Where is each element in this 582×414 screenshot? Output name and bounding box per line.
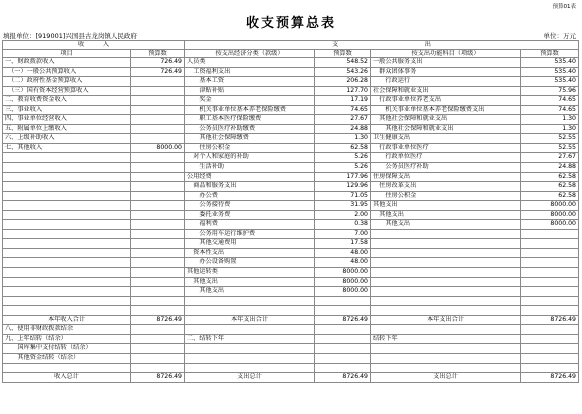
econ-budget-cell: 543.26 (315, 67, 371, 77)
income-budget-cell (131, 344, 185, 354)
econ-budget-cell: 8726.49 (315, 373, 371, 383)
func-budget-cell: 75.96 (521, 86, 579, 96)
econ-item-cell: 机关事业单位基本养老保险缴费 (185, 105, 315, 115)
func-item-cell: 住房公积金 (371, 191, 521, 201)
income-item-cell (3, 258, 131, 268)
header-group-row (3, 41, 579, 50)
income-budget-cell (131, 124, 185, 134)
econ-budget-cell (315, 296, 371, 306)
income-budget-cell (131, 248, 185, 258)
income-budget-cell (131, 258, 185, 268)
func-item-cell: 机关事业单位基本养老保险缴费支出 (371, 105, 521, 115)
func-budget-cell: 62.58 (521, 182, 579, 192)
econ-item-cell: 基本工资 (185, 77, 315, 87)
func-budget-cell: 1.30 (521, 115, 579, 125)
income-item-cell (3, 229, 131, 239)
econ-budget-cell: 48.00 (315, 248, 371, 258)
func-item-cell (371, 239, 521, 249)
func-item-cell: 支出总计 (371, 373, 521, 383)
table-row (3, 277, 579, 287)
econ-item-cell (185, 353, 315, 363)
func-item-cell: 其他支出 (371, 210, 521, 220)
econ-budget-cell: 177.96 (315, 172, 371, 182)
func-budget-cell: 62.58 (521, 172, 579, 182)
income-budget-cell (131, 172, 185, 182)
econ-item-cell (185, 325, 315, 335)
summary-row (3, 334, 579, 344)
table-row (3, 124, 579, 134)
income-budget-cell (131, 296, 185, 306)
econ-budget-cell: 17.19 (315, 96, 371, 106)
econ-item-cell: 办公费 (185, 191, 315, 201)
econ-item-cell: 公用经费 (185, 172, 315, 182)
table-row (3, 296, 579, 306)
table-row (3, 210, 579, 220)
income-budget-cell (131, 163, 185, 173)
col-budget3-header: 预算数 (521, 49, 579, 58)
table-row (3, 143, 579, 153)
func-item-cell: 行政单位医疗 (371, 153, 521, 163)
table-row (3, 201, 579, 211)
func-item-cell (371, 353, 521, 363)
func-item-cell (371, 287, 521, 297)
econ-budget-cell: 8000.00 (315, 268, 371, 278)
income-budget-cell: 726.49 (131, 67, 185, 77)
econ-item-cell: 办公设备购置 (185, 258, 315, 268)
econ-budget-cell: 31.95 (315, 201, 371, 211)
econ-item-cell: 支出总计 (185, 373, 315, 383)
func-item-cell: 本年支出合计 (371, 315, 521, 325)
income-item-cell: 二、教育收费资金收入 (3, 96, 131, 106)
econ-item-cell: 其他支出 (185, 277, 315, 287)
income-item-cell (3, 248, 131, 258)
income-budget-cell (131, 229, 185, 239)
econ-budget-cell: 24.88 (315, 124, 371, 134)
table-row (3, 248, 579, 258)
econ-budget-cell: 7.00 (315, 229, 371, 239)
func-budget-cell (521, 296, 579, 306)
func-item-cell: 住房保障支出 (371, 172, 521, 182)
table-row (3, 220, 579, 230)
func-budget-cell: 535.40 (521, 58, 579, 68)
econ-item-cell: 奖金 (185, 96, 315, 106)
econ-budget-cell: 548.52 (315, 58, 371, 68)
summary-row (3, 373, 579, 383)
income-budget-cell (131, 325, 185, 335)
income-item-cell: 四、事业单位经营收入 (3, 115, 131, 125)
econ-item-cell: 福利费 (185, 220, 315, 230)
table-row (3, 67, 579, 77)
income-budget-cell: 726.49 (131, 58, 185, 68)
income-budget-cell (131, 306, 185, 316)
econ-budget-cell: 2.00 (315, 210, 371, 220)
income-budget-cell (131, 96, 185, 106)
income-item-cell: 七、其他收入 (3, 143, 131, 153)
econ-budget-cell (315, 334, 371, 344)
income-budget-cell (131, 210, 185, 220)
income-item-cell: 国库集中支付结转（结余） (3, 344, 131, 354)
func-item-cell: 社会保障和就业支出 (371, 86, 521, 96)
table-row (3, 86, 579, 96)
econ-item-cell: 商品和服务支出 (185, 182, 315, 192)
income-item-cell (3, 201, 131, 211)
table-number-label: 预算01表 (552, 4, 576, 10)
table-row (3, 229, 579, 239)
table-row (3, 77, 579, 87)
func-item-cell: 住房改革支出 (371, 182, 521, 192)
econ-budget-cell: 48.00 (315, 258, 371, 268)
table-row (3, 268, 579, 278)
func-item-cell: 一般公共服务支出 (371, 58, 521, 68)
econ-budget-cell: 27.67 (315, 115, 371, 125)
table-row (3, 163, 579, 173)
func-budget-cell: 74.65 (521, 96, 579, 106)
econ-budget-cell: 8000.00 (315, 277, 371, 287)
func-item-cell (371, 296, 521, 306)
func-budget-cell (521, 353, 579, 363)
col-func-header: 按支出功能科目（项级） (371, 49, 521, 58)
econ-item-cell: 委托业务费 (185, 210, 315, 220)
func-item-cell: 其他社会保障和就业支出 (371, 124, 521, 134)
econ-item-cell (185, 363, 315, 373)
income-budget-cell (131, 182, 185, 192)
econ-item-cell: 津贴补贴 (185, 86, 315, 96)
func-item-cell (371, 229, 521, 239)
income-item-cell (3, 191, 131, 201)
income-item-cell (3, 220, 131, 230)
func-item-cell (371, 363, 521, 373)
func-budget-cell: 24.88 (521, 163, 579, 173)
econ-item-cell: 人员类 (185, 58, 315, 68)
income-item-cell: 收入总计 (3, 373, 131, 383)
table-row (3, 96, 579, 106)
econ-budget-cell: 8726.49 (315, 315, 371, 325)
func-budget-cell: 8000.00 (521, 210, 579, 220)
econ-budget-cell: 5.26 (315, 163, 371, 173)
header-column-row (3, 49, 579, 58)
income-budget-cell (131, 115, 185, 125)
func-item-cell (371, 344, 521, 354)
econ-item-cell: 二、结转下年 (185, 334, 315, 344)
summary-row (3, 353, 579, 363)
func-budget-cell: 27.67 (521, 153, 579, 163)
econ-item-cell (185, 296, 315, 306)
col-budget-header: 预算数 (131, 49, 185, 58)
func-budget-cell: 535.40 (521, 67, 579, 77)
table-row (3, 258, 579, 268)
summary-row (3, 325, 579, 335)
func-item-cell (371, 277, 521, 287)
func-budget-cell (521, 229, 579, 239)
income-budget-cell (131, 363, 185, 373)
table-row (3, 115, 579, 125)
econ-item-cell (185, 344, 315, 354)
func-item-cell (371, 268, 521, 278)
func-budget-cell (521, 258, 579, 268)
income-item-cell (3, 153, 131, 163)
table-row (3, 153, 579, 163)
income-item-cell (3, 296, 131, 306)
func-budget-cell (521, 287, 579, 297)
econ-budget-cell: 74.65 (315, 105, 371, 115)
income-item-cell: 八、使用非财政拨款结余 (3, 325, 131, 335)
func-item-cell: 群众团体事务 (371, 67, 521, 77)
income-item-cell (3, 306, 131, 316)
income-item-cell (3, 182, 131, 192)
func-budget-cell (521, 334, 579, 344)
econ-budget-cell: 17.58 (315, 239, 371, 249)
func-item-cell: 公务员医疗补助 (371, 163, 521, 173)
income-item-cell (3, 268, 131, 278)
econ-budget-cell: 206.28 (315, 77, 371, 87)
income-item-cell: （三）国有资本经营预算收入 (3, 86, 131, 96)
income-item-cell: 一、财政拨款收入 (3, 58, 131, 68)
func-item-cell: 其他社会保障和就业支出 (371, 115, 521, 125)
econ-item-cell: 其他运转类 (185, 268, 315, 278)
income-budget-cell (131, 277, 185, 287)
func-budget-cell: 62.58 (521, 191, 579, 201)
func-budget-cell (521, 268, 579, 278)
income-budget-cell: 8726.49 (131, 315, 185, 325)
income-budget-cell (131, 201, 185, 211)
econ-budget-cell (315, 344, 371, 354)
func-budget-cell (521, 325, 579, 335)
econ-budget-cell: 129.96 (315, 182, 371, 192)
income-budget-cell (131, 353, 185, 363)
func-item-cell: 其他支出 (371, 220, 521, 230)
func-budget-cell (521, 277, 579, 287)
econ-item-cell: 公务接待费 (185, 201, 315, 211)
func-budget-cell: 52.55 (521, 143, 579, 153)
budget-table (2, 40, 579, 383)
income-budget-cell (131, 287, 185, 297)
income-item-cell (3, 163, 131, 173)
income-budget-cell (131, 268, 185, 278)
income-item-cell: 六、上级补助收入 (3, 134, 131, 144)
econ-budget-cell: 5.26 (315, 153, 371, 163)
page-title: 收支预算总表 (245, 16, 336, 31)
econ-budget-cell (315, 306, 371, 316)
func-budget-cell: 535.40 (521, 77, 579, 87)
func-item-cell: 其他支出 (371, 201, 521, 211)
col-econ-header: 按支出经济分类（款级） (185, 49, 315, 58)
income-budget-cell (131, 334, 185, 344)
income-budget-cell (131, 153, 185, 163)
col-budget2-header: 预算数 (315, 49, 371, 58)
table-row (3, 58, 579, 68)
econ-item-cell: 住房公积金 (185, 143, 315, 153)
table-row (3, 182, 579, 192)
econ-item-cell: 资本性支出 (185, 248, 315, 258)
income-item-cell (3, 210, 131, 220)
econ-item-cell: 生活补助 (185, 163, 315, 173)
reporting-unit: 填报单位：[919001]兴国县古龙岗镇人民政府 (3, 32, 137, 40)
func-item-cell (371, 325, 521, 335)
econ-budget-cell: 8000.00 (315, 287, 371, 297)
income-item-cell: （二）政府性基金预算收入 (3, 77, 131, 87)
summary-row (3, 315, 579, 325)
expense-header: 支 出 (185, 41, 579, 50)
income-item-cell: （一）一般公共预算收入 (3, 67, 131, 77)
func-budget-cell: 8000.00 (521, 220, 579, 230)
income-budget-cell (131, 191, 185, 201)
income-item-cell: 本年收入合计 (3, 315, 131, 325)
econ-budget-cell: 71.05 (315, 191, 371, 201)
econ-budget-cell (315, 363, 371, 373)
func-item-cell (371, 248, 521, 258)
econ-budget-cell (315, 353, 371, 363)
income-budget-cell (131, 105, 185, 115)
func-budget-cell: 52.55 (521, 134, 579, 144)
income-budget-cell (131, 77, 185, 87)
econ-item-cell: 工资福利支出 (185, 67, 315, 77)
income-budget-cell (131, 220, 185, 230)
func-budget-cell (521, 363, 579, 373)
currency-unit: 单位：万元 (543, 32, 576, 40)
econ-item-cell (185, 306, 315, 316)
table-row (3, 306, 579, 316)
income-item-cell: 其他资金结转（结余） (3, 353, 131, 363)
summary-row (3, 344, 579, 354)
func-item-cell: 行政事业单位医疗 (371, 143, 521, 153)
income-item-cell: 五、附属单位上缴收入 (3, 124, 131, 134)
econ-budget-cell: 0.38 (315, 220, 371, 230)
econ-budget-cell: 62.58 (315, 143, 371, 153)
income-item-cell: 九、上年结转（结余） (3, 334, 131, 344)
func-budget-cell: 8726.49 (521, 373, 579, 383)
table-row (3, 172, 579, 182)
table-row (3, 105, 579, 115)
income-item-cell (3, 172, 131, 182)
func-budget-cell (521, 239, 579, 249)
table-row (3, 191, 579, 201)
income-budget-cell: 8726.49 (131, 373, 185, 383)
table-row (3, 287, 579, 297)
econ-item-cell: 其他交通费用 (185, 239, 315, 249)
econ-item-cell: 其他支出 (185, 287, 315, 297)
income-budget-cell (131, 134, 185, 144)
func-budget-cell: 1.30 (521, 124, 579, 134)
econ-budget-cell: 127.70 (315, 86, 371, 96)
income-item-cell: 三、事业收入 (3, 105, 131, 115)
income-item-cell (3, 363, 131, 373)
func-item-cell (371, 306, 521, 316)
func-budget-cell (521, 344, 579, 354)
econ-item-cell: 职工基本医疗保险缴费 (185, 115, 315, 125)
summary-row (3, 363, 579, 373)
econ-item-cell: 公务员医疗补助缴费 (185, 124, 315, 134)
income-item-cell (3, 277, 131, 287)
econ-item-cell: 公务用车运行维护费 (185, 229, 315, 239)
income-item-cell (3, 239, 131, 249)
income-budget-cell (131, 86, 185, 96)
econ-budget-cell (315, 325, 371, 335)
econ-item-cell: 其他社会保障缴费 (185, 134, 315, 144)
income-budget-cell: 8000.00 (131, 143, 185, 153)
func-item-cell (371, 258, 521, 268)
econ-item-cell: 本年支出合计 (185, 315, 315, 325)
income-item-cell (3, 287, 131, 297)
table-row (3, 134, 579, 144)
econ-item-cell: 对个人和家庭的补助 (185, 153, 315, 163)
col-item-header: 项目 (3, 49, 131, 58)
func-budget-cell (521, 306, 579, 316)
func-item-cell: 卫生健康支出 (371, 134, 521, 144)
income-budget-cell (131, 239, 185, 249)
func-budget-cell: 8726.49 (521, 315, 579, 325)
func-item-cell: 行政运行 (371, 77, 521, 87)
func-item-cell: 结转下年 (371, 334, 521, 344)
func-budget-cell: 8000.00 (521, 201, 579, 211)
income-header: 收 入 (3, 41, 185, 50)
func-item-cell: 行政事业单位养老支出 (371, 96, 521, 106)
table-row (3, 239, 579, 249)
func-budget-cell: 74.65 (521, 105, 579, 115)
func-budget-cell (521, 248, 579, 258)
econ-budget-cell: 1.30 (315, 134, 371, 144)
